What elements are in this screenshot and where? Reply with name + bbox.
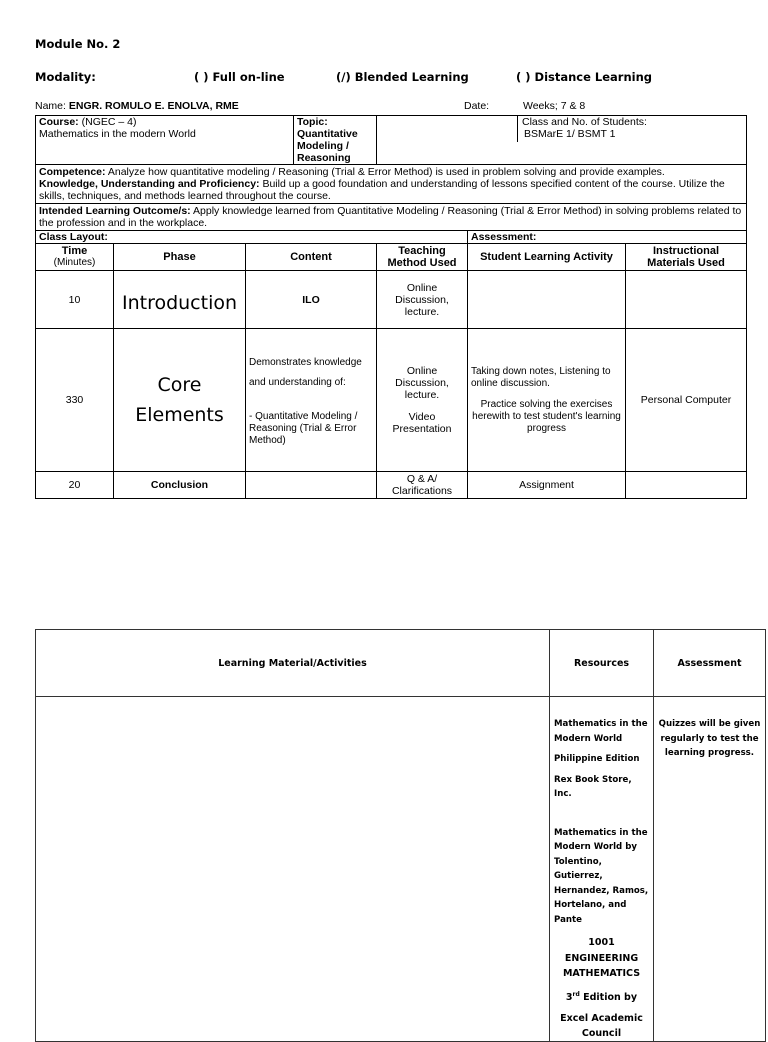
col-learning-material: Learning Material/Activities	[36, 630, 550, 697]
name-line	[35, 100, 239, 112]
class-cell	[517, 116, 743, 142]
ilo-label: Intended Learning Outcome/s:	[39, 205, 191, 217]
date-label: Date:	[464, 100, 490, 112]
competence-row	[36, 165, 747, 204]
ilo-row	[36, 204, 747, 231]
modality-blended: (/) Blended Learning	[336, 70, 469, 84]
course-name: Mathematics in the modern World	[39, 128, 196, 140]
col-resources: Resources	[550, 630, 654, 697]
col-materials: Instructional Materials Used	[626, 244, 747, 271]
col-activity: Student Learning Activity	[468, 244, 626, 271]
resource-2: Mathematics in the Modern World by Tolentino, Gutierrez, Hernandez, Ramos, Hortelano, and Pante	[554, 827, 649, 925]
row-phase: Core Elements	[114, 329, 246, 472]
topic-cell	[293, 116, 376, 164]
weeks-value: Weeks; 7 & 8	[523, 100, 586, 112]
competence-label: Competence:	[39, 166, 106, 178]
modality-distance: ( ) Distance Learning	[516, 70, 653, 84]
assessment-cell: Quizzes will be given regularly to test the learning progress.	[654, 697, 766, 1042]
class-layout-label: Class Layout:	[36, 231, 468, 244]
resource-3-author: Excel Academic Council	[560, 1013, 643, 1040]
row-time: 20	[36, 472, 114, 499]
col-phase: Phase	[114, 244, 246, 271]
column-header-row	[36, 244, 747, 271]
competence-text: Analyze how quantitative modeling / Reasoning (Trial & Error Method) is used in problem solving and provide examples.	[107, 166, 665, 178]
topic-line1: Topic: Quantitative Modeling /	[297, 116, 358, 152]
assessment-label: Assessment:	[468, 231, 747, 244]
layout-row	[36, 231, 747, 244]
row-materials	[626, 472, 747, 499]
col-content: Content	[246, 244, 377, 271]
class-value: BSMarE 1/ BSMT 1	[524, 128, 616, 140]
resources-header-row	[36, 630, 766, 697]
row-materials: Personal Computer	[626, 329, 747, 472]
module-number: Module No. 2	[35, 37, 121, 51]
row-activity: Assignment	[468, 472, 626, 499]
row-teaching: Online Discussion, lecture. Video Presentation	[377, 329, 468, 472]
resource-3-title: 1001 ENGINEERING MATHEMATICS	[562, 937, 641, 979]
kup-text: Build up a good foundation and understanding of lessons specified content of the course. Utilize the skills, techniques, and methods learned throughout the course.	[39, 178, 725, 202]
row-activity: Taking down notes, Listening to online discussion. Practice solving the exercises herewith to test student's learning progress	[468, 329, 626, 472]
course-label: Course:	[39, 116, 79, 128]
table-row	[36, 271, 747, 329]
learning-material-cell	[36, 697, 550, 1042]
row-activity	[468, 271, 626, 329]
resources-cell	[550, 697, 654, 1042]
col-time: Time (Minutes)	[36, 244, 114, 271]
course-cell	[39, 116, 293, 164]
lesson-plan-table	[35, 115, 747, 499]
row-time: 330	[36, 329, 114, 472]
course-row	[36, 116, 747, 165]
competence	[39, 166, 743, 178]
resource-3-edition: 3rd Edition by	[565, 990, 638, 1003]
modality-full-online: ( ) Full on-line	[194, 70, 285, 84]
row-phase: Conclusion	[114, 472, 246, 499]
col-teaching: Teaching Method Used	[377, 244, 468, 271]
row-phase: Introduction	[114, 271, 246, 329]
row-materials	[626, 271, 747, 329]
resource-1-title: Mathematics in the Modern World	[554, 719, 648, 744]
table-row	[36, 472, 747, 499]
modality-label: Modality:	[35, 70, 96, 84]
col-minutes: (Minutes)	[53, 257, 96, 268]
row-teaching: Online Discussion, lecture.	[377, 271, 468, 329]
course-code: (NGEC – 4)	[81, 116, 137, 128]
resource-1-publisher: Rex Book Store, Inc.	[554, 774, 632, 799]
ilo-text: Apply knowledge learned from Quantitative Modeling / Reasoning (Trial & Error Method) in solving problems related to the profession and in the workplace.	[39, 205, 742, 229]
resources-body-row	[36, 697, 766, 1042]
row-time: 10	[36, 271, 114, 329]
resource-1-edition: Philippine Edition	[554, 754, 640, 764]
resources-table	[35, 629, 766, 1042]
table-row	[36, 329, 747, 472]
row-teaching: Q & A/ Clarifications	[377, 472, 468, 499]
row-content: Demonstrates knowledge and understanding of: - Quantitative Modeling / Reasoning (Trial & Error Method)	[246, 329, 377, 472]
name-label: Name:	[35, 100, 66, 112]
class-label: Class and No. of Students:	[522, 116, 647, 128]
col-assessment: Assessment	[654, 630, 766, 697]
topic-line2: Reasoning	[297, 152, 351, 164]
kup-label: Knowledge, Understanding and Proficiency:	[39, 178, 260, 190]
row-content: ILO	[246, 271, 377, 329]
instructor-name: ENGR. ROMULO E. ENOLVA, RME	[68, 100, 239, 112]
knowledge-proficiency	[39, 178, 743, 202]
row-content	[246, 472, 377, 499]
